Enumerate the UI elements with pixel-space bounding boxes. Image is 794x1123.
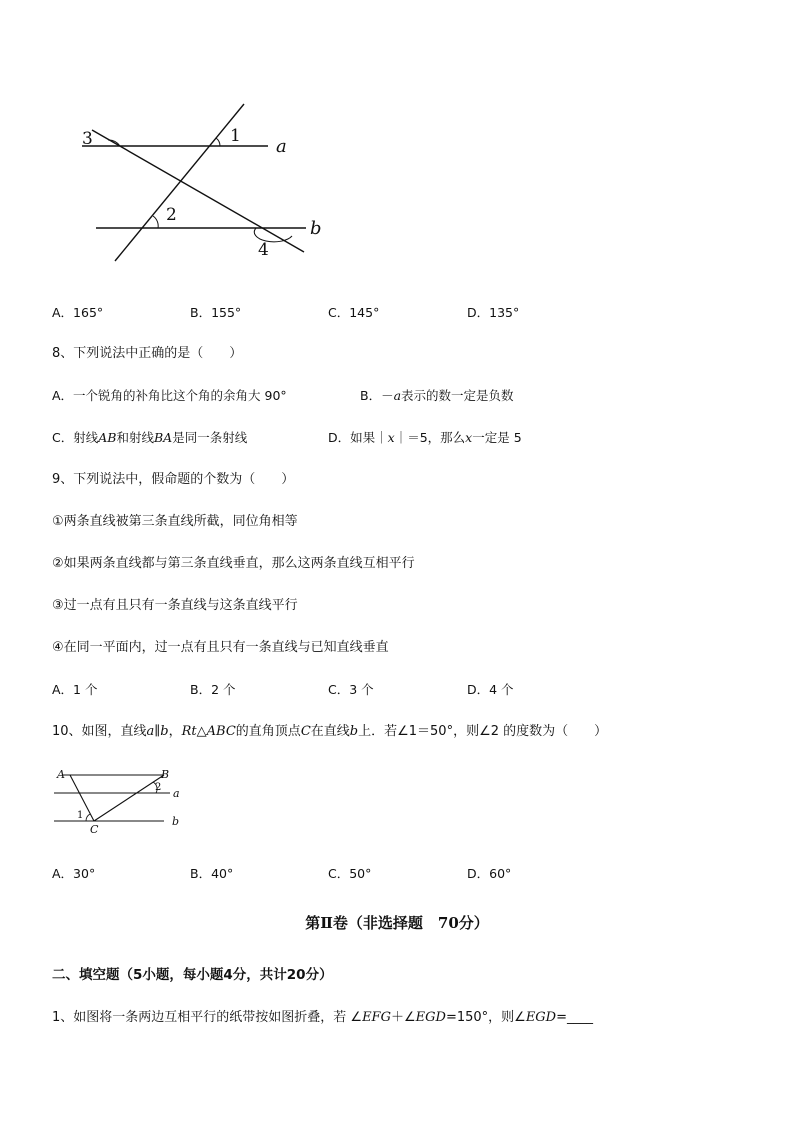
q10-option-a[interactable]: A．30° [52,866,96,881]
q8-c-mid: 和射线 [116,430,154,445]
q8-c-v2: BA [153,430,173,445]
line-label-a: a [276,136,287,157]
q10-stem [52,723,607,741]
fig2-angle-arc-1 [86,814,90,821]
fill-q1-stem [52,1009,593,1027]
q8-d-pre: D．如果｜ [328,430,388,445]
line-label-b: b [310,218,322,239]
q10-s6: 上．若∠1＝50°，则∠2 的度数为（ ） [358,724,608,739]
q10-s5: 在直线 [310,724,350,739]
q8-b-post: 表示的数一定是负数 [401,388,514,403]
q8-option-d[interactable] [328,429,522,447]
q8-d-mid: ｜＝5，那么 [394,430,466,445]
transversal-2 [92,130,304,252]
q10-s2: ， [168,724,182,739]
fig2-label-B: B [161,768,170,781]
fill-q1-s2: ＋∠ [390,1010,416,1025]
fig2-label-1: 1 [77,810,84,821]
fill-q1-v2: EGD [415,1010,446,1025]
q8-option-a[interactable]: A．一个锐角的补角比这个角的余角大 90° [52,388,287,403]
q10-v5: b [349,724,359,739]
q9-option-c[interactable]: C．3 个 [328,682,374,697]
q10-v2: Rt [181,724,197,739]
q8-d-v1: x [387,430,395,445]
q8-stem: 8、下列说法中正确的是（ ） [52,346,243,361]
transversal-1 [115,104,244,261]
q9-stem: 9、下列说法中，假命题的个数为（ ） [52,472,295,487]
angle-label-1: 1 [230,126,241,146]
q8-option-b[interactable] [360,387,514,405]
fig2-label-2: 2 [155,782,162,793]
q7-option-b[interactable]: B．155° [190,305,242,320]
q10-s1: 10、如图，直线 [52,724,147,739]
q9-item-1: ①两条直线被第三条直线所截，同位角相等 [52,514,298,529]
angle-label-3: 3 [82,129,93,149]
angle-label-2: 2 [166,205,177,225]
q10-option-b[interactable]: B．40° [190,866,234,881]
q8-c-pre: C．射线 [52,430,99,445]
q9-option-d[interactable]: D．4 个 [467,682,514,697]
q10-option-d[interactable]: D．60° [467,866,512,881]
q10-v4: C [300,724,311,739]
q9-item-4: ④在同一平面内，过一点有且只有一条直线与已知直线垂直 [52,640,389,655]
q8-c-v1: AB [98,430,117,445]
fill-q1-s3: =150°，则∠ [445,1010,526,1025]
fill-q1-s4: =____ [556,1010,594,1025]
q7-option-a[interactable]: A．165° [52,305,104,320]
fig2-label-b: b [172,815,180,828]
q7-option-d[interactable]: D．135° [467,305,520,320]
q10-s3: △ [196,724,207,739]
q9-item-3: ③过一点有且只有一条直线与这条直线平行 [52,598,298,613]
q8-b-pre: B．－ [360,388,394,403]
angle-arc-2 [153,216,158,228]
q10-option-c[interactable]: C．50° [328,866,372,881]
fill-q1-v1: EFG [362,1010,391,1025]
q8-b-var: a [393,388,402,403]
angle-label-4: 4 [258,240,269,260]
q7-option-c[interactable]: C．145° [328,305,380,320]
q8-d-post: 一定是 5 [472,430,522,445]
q9-item-2: ②如果两条直线都与第三条直线垂直，那么这两条直线互相平行 [52,556,415,571]
q9-option-b[interactable]: B．2 个 [190,682,236,697]
q8-c-post: 是同一条射线 [172,430,248,445]
fill-q1-v3: EGD [525,1010,557,1025]
q10-v1: a∥b [146,724,169,739]
q9-option-a[interactable]: A．1 个 [52,682,98,697]
fig2-label-a: a [173,787,180,800]
figure-right-triangle [52,765,192,840]
angle-arc-1 [216,138,220,146]
section-title: 第Ⅱ卷（非选择题 70分） [305,914,489,932]
part-title: 二、填空题（5小题，每小题4分，共计20分） [52,967,333,983]
figure-parallel-lines-1 [70,95,340,270]
q10-s4: 的直角顶点 [235,724,301,739]
fig2-label-C: C [90,823,99,836]
fill-q1-s1: 1、如图将一条两边互相平行的纸带按如图折叠，若 ∠ [52,1010,363,1025]
fig2-label-A: A [57,768,65,781]
q10-v3: ABC [206,724,236,739]
q8-d-v2: x [465,430,473,445]
q8-option-c[interactable] [52,429,247,447]
